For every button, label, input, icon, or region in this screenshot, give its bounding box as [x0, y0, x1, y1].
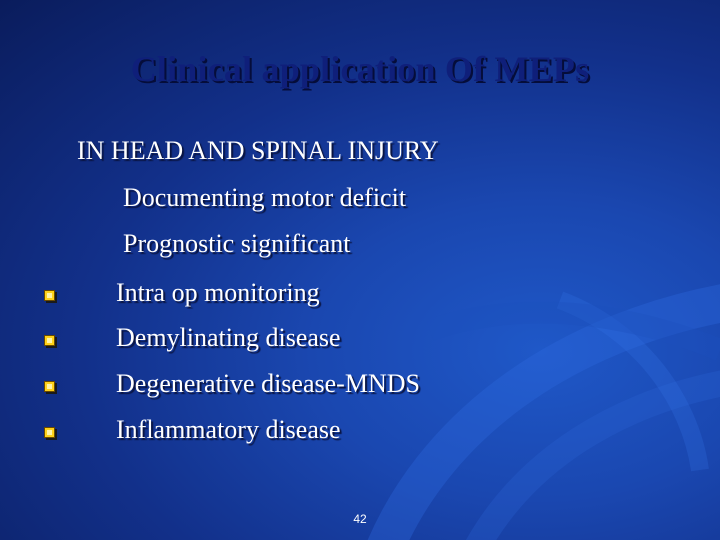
bullet-text: Demylinating disease [116, 323, 341, 352]
square-bullet-icon [44, 381, 55, 392]
square-bullet-icon [44, 290, 55, 301]
bullet-item [0, 278, 720, 312]
bullet-item [0, 323, 720, 357]
square-bullet-icon [44, 427, 55, 438]
slide-title: Clinical application Of MEPs [130, 49, 590, 89]
square-bullet-icon [44, 335, 55, 346]
page-number: 42 [353, 512, 367, 526]
bullet-text: Degenerative disease-MNDS [116, 369, 420, 398]
bullet-text: Inflammatory disease [116, 415, 341, 444]
bullet-item [0, 369, 720, 403]
bullet-item [0, 415, 720, 449]
sub-item: Prognostic significant [123, 229, 351, 258]
section-heading: IN HEAD AND SPINAL INJURY [77, 136, 439, 165]
sub-item: Documenting motor deficit [123, 183, 407, 212]
bullet-text: Intra op monitoring [116, 278, 320, 307]
